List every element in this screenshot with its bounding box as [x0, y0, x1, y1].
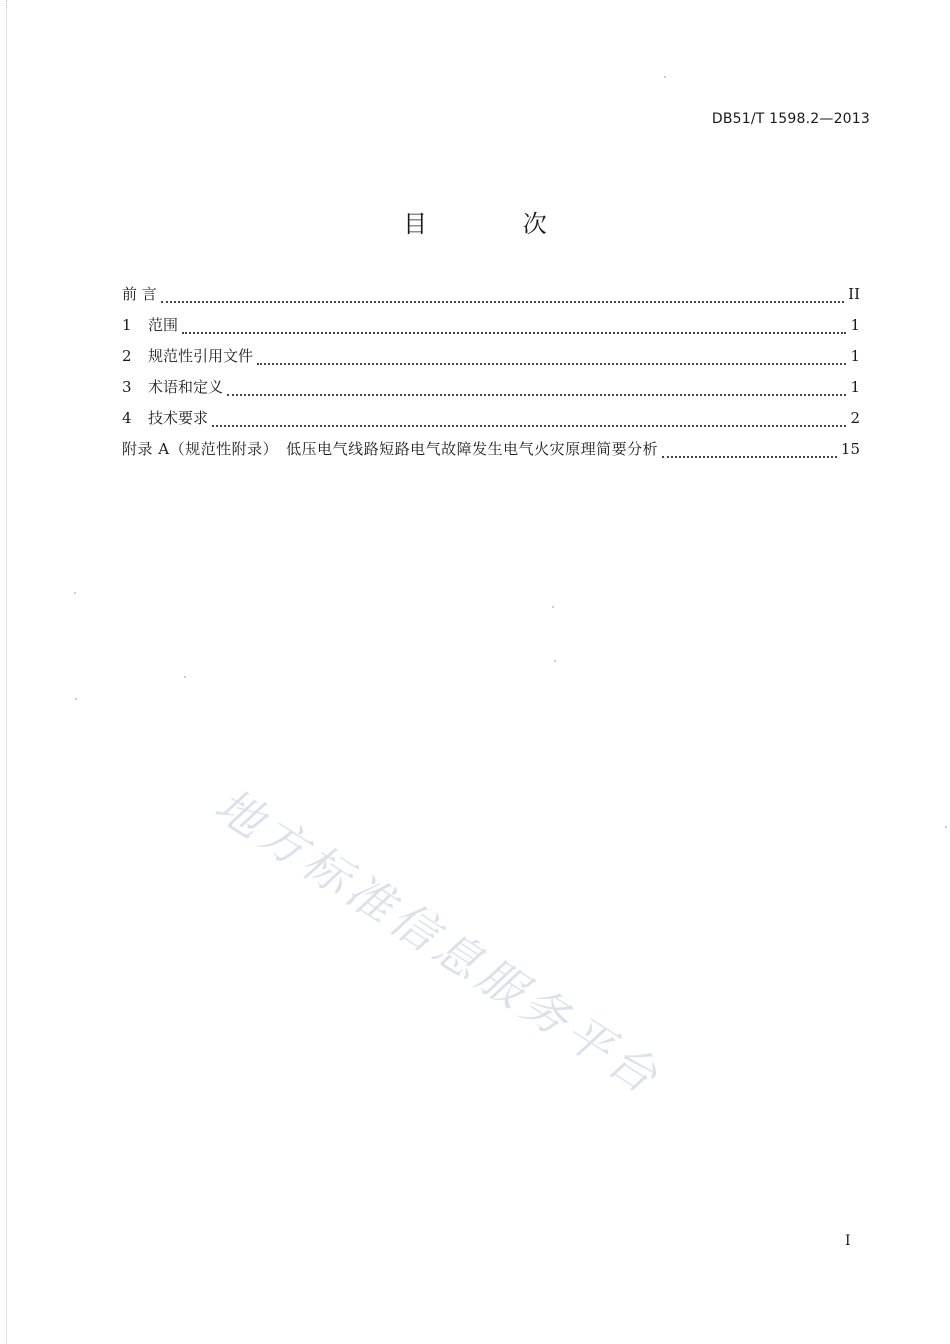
- toc-entry-foreword[interactable]: [122, 283, 860, 314]
- toc-entry-page: 1: [850, 378, 860, 396]
- dot-leader: [662, 456, 837, 458]
- dot-leader: [227, 394, 846, 396]
- toc-entry-page: II: [848, 285, 860, 303]
- toc-entry-technical-requirements[interactable]: [122, 407, 860, 438]
- scan-speck: [552, 606, 554, 608]
- dot-leader: [161, 301, 844, 303]
- document-code: DB51/T 1598.2—2013: [711, 111, 870, 127]
- scan-speck: [554, 660, 556, 662]
- toc-entry-page: 1: [850, 316, 860, 334]
- toc-entry-label: 范围: [148, 316, 179, 334]
- scan-speck: [184, 676, 186, 678]
- toc-entry-label: 技术要求: [148, 409, 209, 427]
- toc-entry-number: 2: [122, 347, 132, 365]
- scan-speck: [75, 698, 77, 700]
- scan-edge: [6, 0, 7, 1344]
- page-number: I: [845, 1233, 851, 1249]
- table-of-contents: [122, 283, 860, 469]
- toc-entry-label: 规范性引用文件: [148, 347, 254, 365]
- toc-entry-page: 1: [850, 347, 860, 365]
- dot-leader: [212, 425, 846, 427]
- scan-speck: [74, 592, 76, 594]
- toc-entry-label: 附录 A（规范性附录） 低压电气线路短路电气故障发生电气火灾原理简要分析: [122, 440, 659, 458]
- dot-leader: [182, 332, 846, 334]
- toc-entry-page: 2: [850, 409, 860, 427]
- toc-entry-scope[interactable]: [122, 314, 860, 345]
- toc-entry-number: 1: [122, 316, 132, 334]
- toc-title: 目 次: [403, 210, 591, 238]
- toc-entry-normative-references[interactable]: [122, 345, 860, 376]
- scan-speck: [664, 76, 666, 78]
- toc-entry-annex-a[interactable]: [122, 438, 860, 469]
- toc-entry-number: 4: [122, 409, 132, 427]
- toc-entry-terms-definitions[interactable]: [122, 376, 860, 407]
- toc-entry-page: 15: [840, 440, 860, 458]
- scan-speck: [945, 826, 947, 828]
- dot-leader: [257, 363, 846, 365]
- watermark: 地方标准信息服务平台: [205, 777, 672, 1107]
- toc-entry-label: 术语和定义: [148, 378, 224, 396]
- toc-entry-label: 前 言: [122, 285, 157, 303]
- toc-entry-number: 3: [122, 378, 132, 396]
